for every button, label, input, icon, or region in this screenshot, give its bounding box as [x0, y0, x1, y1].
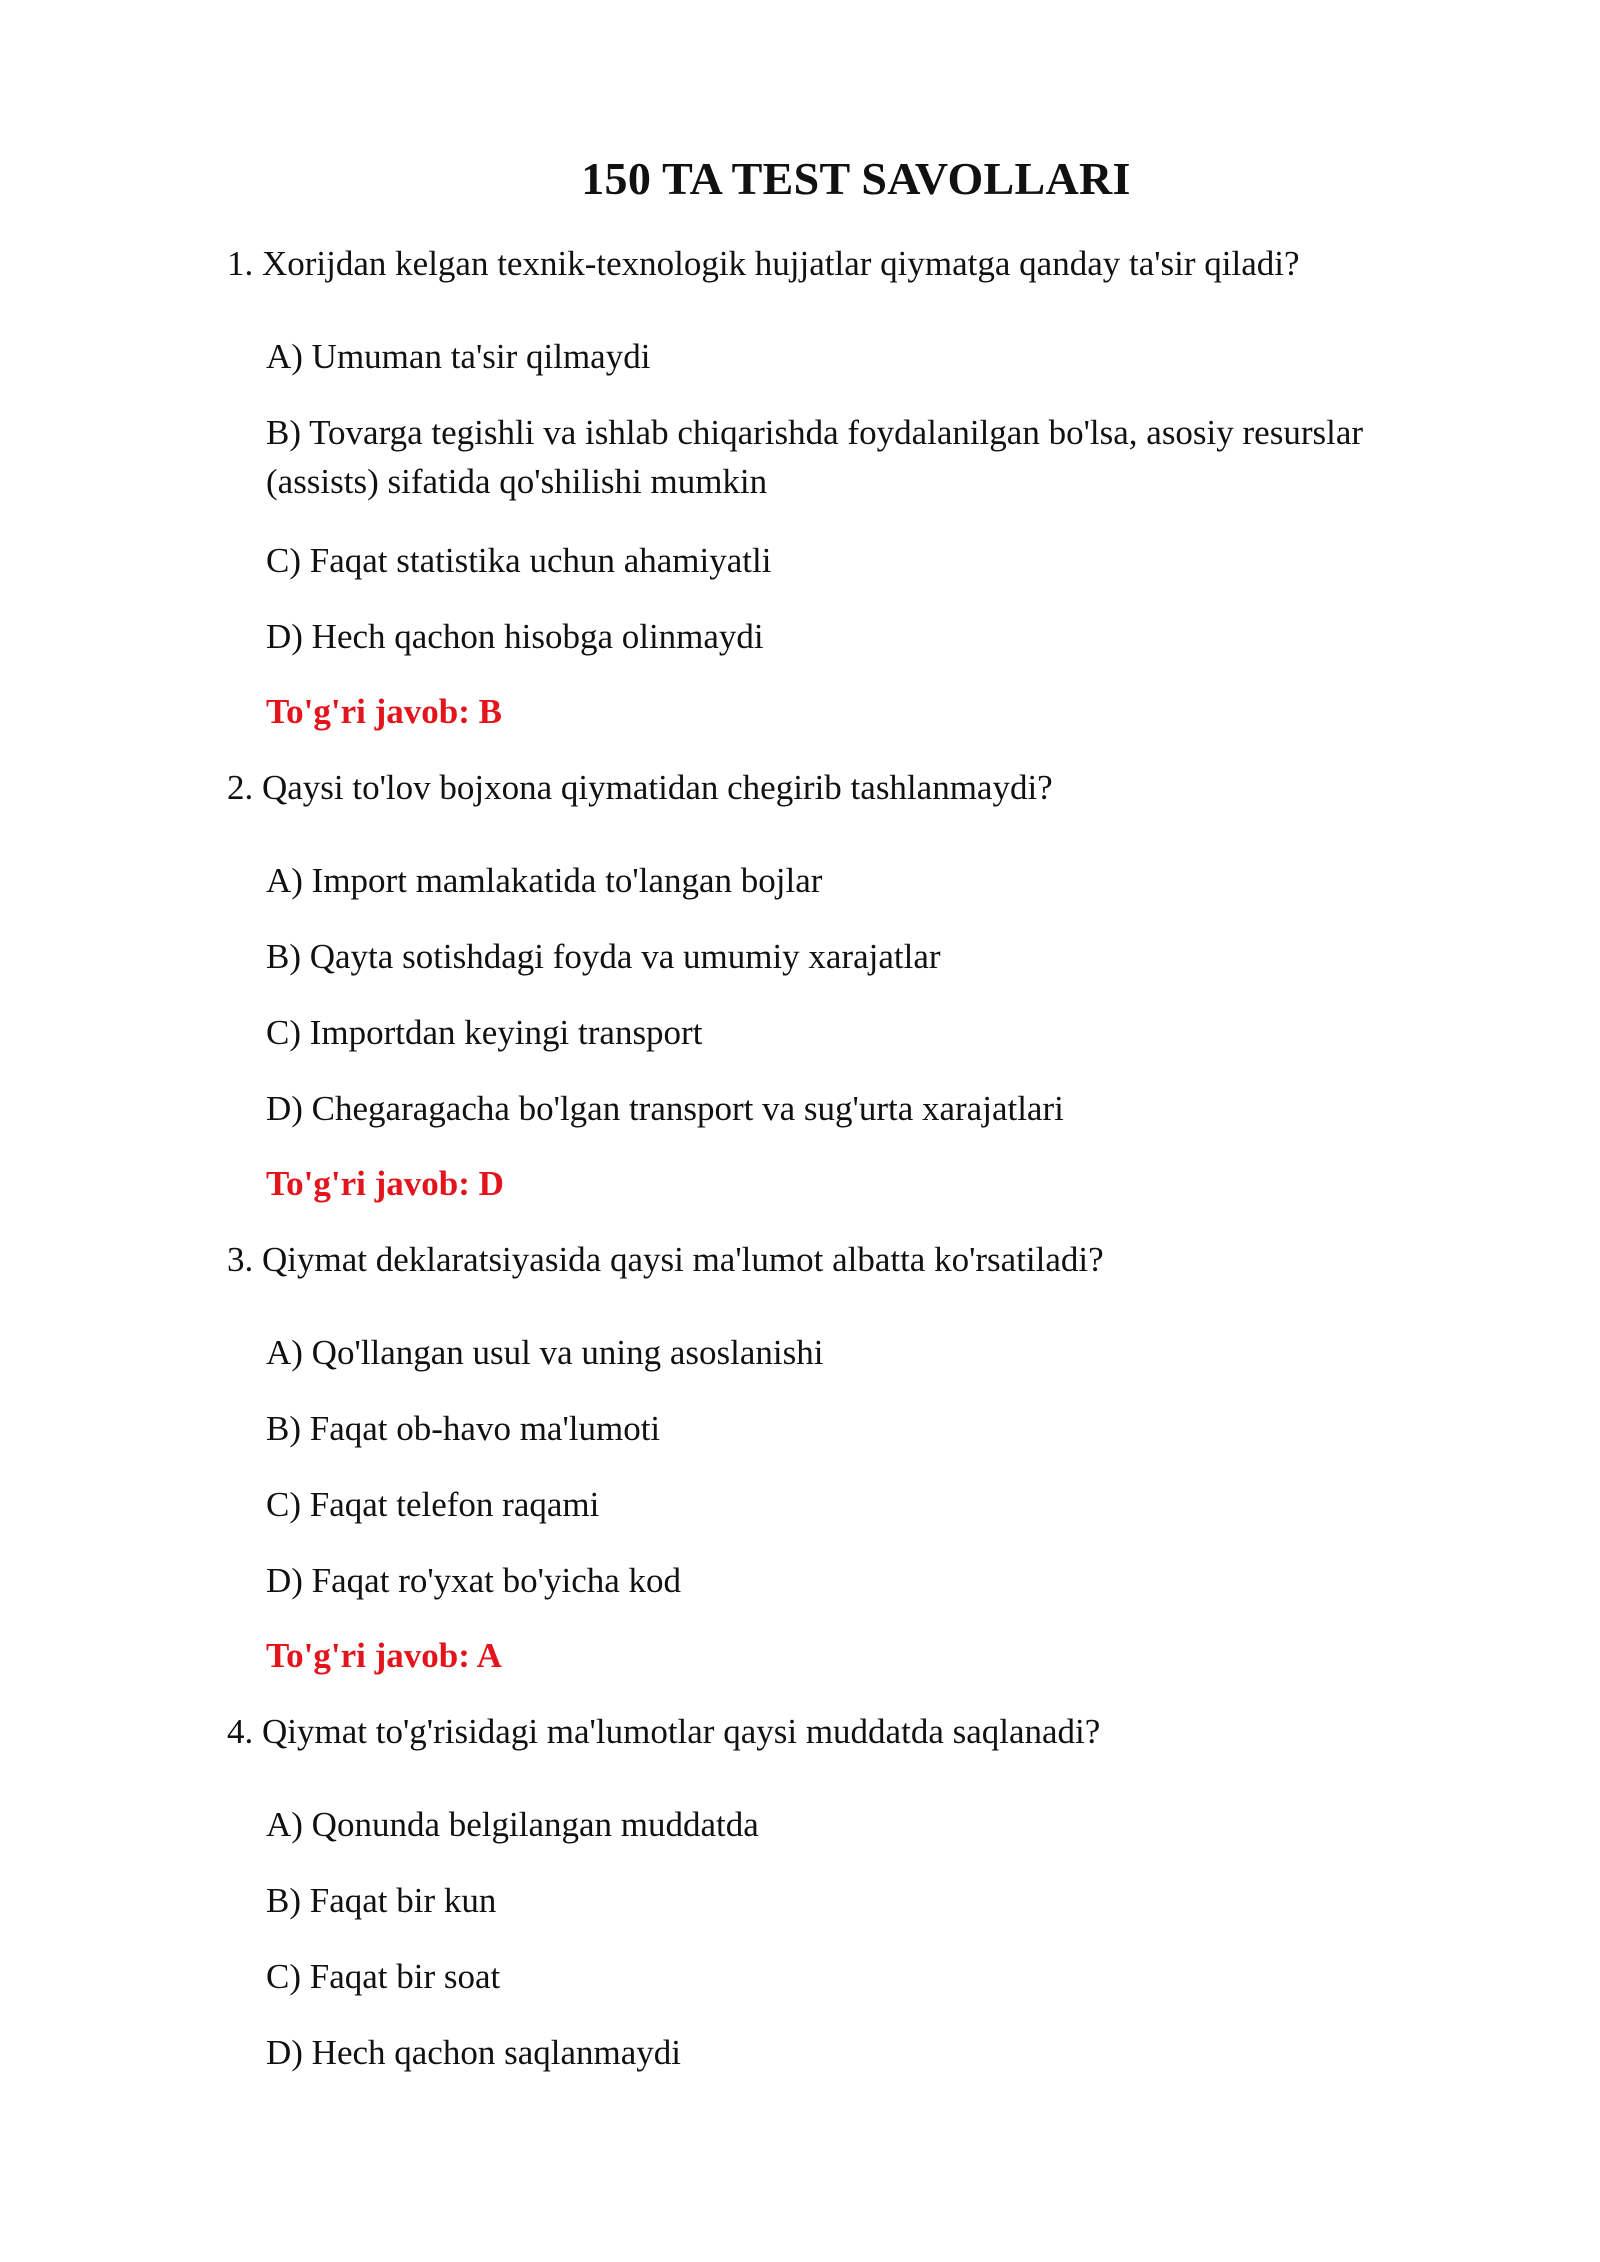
question-1-option-b: B) Tovarga tegishli va ishlab chiqarishda foydalanilgan bo'lsa, asosiy resurslar (assists) sifatida qo'shilishi mumkin — [266, 413, 1364, 501]
question-3-option-d: D) Faqat ro'yxat bo'yicha kod — [266, 1561, 682, 1600]
document-title: 150 TA TEST SAVOLLARI — [581, 153, 1131, 204]
question-3-option-b: B) Faqat ob-havo ma'lumoti — [266, 1409, 661, 1448]
question-4-option-d: D) Hech qachon saqlanmaydi — [266, 2033, 681, 2072]
question-1: 1. Xorijdan kelgan texnik-texnologik hujjatlar qiymatga qanday ta'sir qiladi? — [227, 244, 1300, 283]
question-3-correct-answer: To'g'ri javob: A — [266, 1636, 502, 1675]
question-3-option-c: C) Faqat telefon raqami — [266, 1485, 600, 1524]
question-2-option-d: D) Chegaragacha bo'lgan transport va sug'urta xarajatlari — [266, 1089, 1064, 1128]
question-2-option-c: C) Importdan keyingi transport — [266, 1013, 703, 1052]
question-4-option-c: C) Faqat bir soat — [266, 1957, 501, 1996]
question-1-option-d: D) Hech qachon hisobga olinmaydi — [266, 617, 764, 656]
question-4: 4. Qiymat to'g'risidagi ma'lumotlar qaysi muddatda saqlanadi? — [227, 1712, 1101, 1751]
question-1-option-a: A) Umuman ta'sir qilmaydi — [266, 337, 651, 376]
question-1-correct-answer: To'g'ri javob: B — [266, 692, 502, 731]
question-3: 3. Qiymat deklaratsiyasida qaysi ma'lumot albatta ko'rsatiladi? — [227, 1240, 1104, 1279]
question-3-option-a: A) Qo'llangan usul va uning asoslanishi — [266, 1333, 824, 1372]
question-4-option-a: A) Qonunda belgilangan muddatda — [266, 1805, 759, 1844]
question-4-option-b: B) Faqat bir kun — [266, 1881, 497, 1920]
question-2: 2. Qaysi to'lov bojxona qiymatidan chegirib tashlanmaydi? — [227, 768, 1053, 807]
question-2-option-b: B) Qayta sotishdagi foyda va umumiy xarajatlar — [266, 937, 941, 976]
question-1-option-c: C) Faqat statistika uchun ahamiyatli — [266, 541, 772, 580]
question-2-correct-answer: To'g'ri javob: D — [266, 1164, 504, 1203]
question-2-option-a: A) Import mamlakatida to'langan bojlar — [266, 861, 823, 900]
